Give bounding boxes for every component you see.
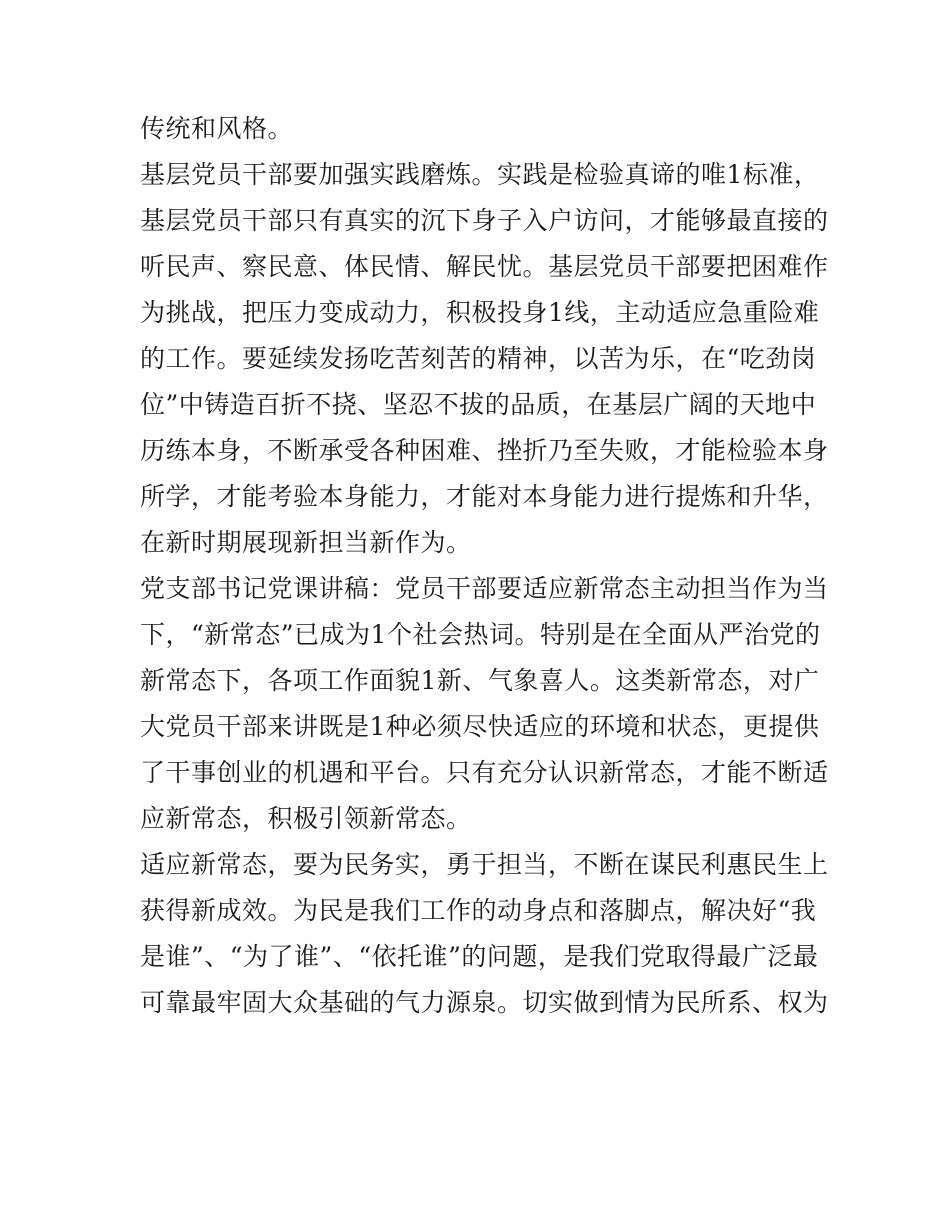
text-line: 传统和风格。 <box>140 114 294 143</box>
text-line: 了干事创业的机遇和平台。只有充分认识新常态，才能不断适 <box>140 758 829 787</box>
document-body <box>140 106 829 1026</box>
text-line: 基层党员干部要加强实践磨炼。实践是检验真谛的唯1标准， <box>140 160 820 189</box>
text-line: 适应新常态，要为民务实，勇于担当，不断在谋民利惠民生上 <box>140 850 829 879</box>
text-line: 所学，才能考验本身能力，才能对本身能力进行提炼和升华， <box>140 482 829 511</box>
text-line: 党支部书记党课讲稿：党员干部要适应新常态主动担当作为当 <box>140 574 829 603</box>
text-line: 在新时期展现新担当新作为。 <box>140 528 472 557</box>
text-line: 位”中铸造百折不挠、坚忍不拔的品质，在基层广阔的天地中 <box>140 390 817 419</box>
text-line: 听民声、察民意、体民情、解民忧。基层党员干部要把困难作 <box>140 252 829 281</box>
text-line: 获得新成效。为民是我们工作的动身点和落脚点，解决好“我 <box>140 896 817 925</box>
text-line: 是谁”、“为了谁”、“依托谁”的问题，是我们党取得最广泛最 <box>140 942 819 971</box>
text-line: 应新常态，积极引领新常态。 <box>140 804 472 833</box>
text-line: 新常态下，各项工作面貌1新、气象喜人。这类新常态，对广 <box>140 666 820 695</box>
text-line: 可靠最牢固大众基础的气力源泉。切实做到情为民所系、权为 <box>140 988 829 1017</box>
text-line: 历练本身，不断承受各种困难、挫折乃至失败，才能检验本身 <box>140 436 829 465</box>
text-line: 大党员干部来讲既是1种必须尽快适应的环境和状态，更提供 <box>140 712 820 741</box>
text-line: 下，“新常态”已成为1个社会热词。特别是在全面从严治党的 <box>140 620 821 649</box>
text-line: 的工作。要延续发扬吃苦刻苦的精神，以苦为乐，在“吃劲岗 <box>140 344 817 373</box>
text-line: 为挑战，把压力变成动力，积极投身1线，主动适应急重险难 <box>140 298 820 327</box>
text-line: 基层党员干部只有真实的沉下身子入户访问，才能够最直接的 <box>140 206 829 235</box>
